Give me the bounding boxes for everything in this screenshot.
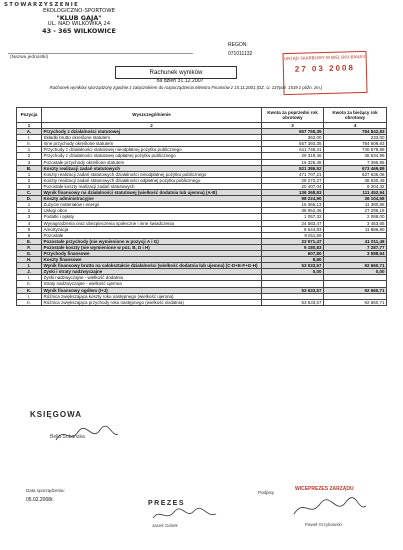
- president-signature: [150, 506, 220, 524]
- row-current-amount: 627 635,08: [324, 171, 387, 177]
- row-current-amount: 233,00: [324, 135, 387, 141]
- row-description: Koszty realizacji zadań statutowych: [42, 165, 262, 171]
- row-previous-amount: 607,80: [262, 250, 324, 256]
- row-previous-amount: 521 386,52: [262, 165, 324, 171]
- row-previous-amount: 362,00: [262, 135, 324, 141]
- row-description: Pozostałe: [42, 232, 262, 238]
- stamp-line: UL. NAD WILKÓWKĄ 24: [47, 21, 111, 28]
- row-description: Koszty finansowe: [42, 257, 262, 263]
- row-description: Inne przychody określone statutem: [42, 141, 262, 147]
- row-description: Koszty realizacji zadań statutowych działalności nieodpłatnej pożytku publicznego: [42, 171, 262, 177]
- row-previous-amount: 53 533,57: [262, 287, 324, 293]
- row-current-amount: 9 304,32: [324, 183, 387, 189]
- row-description: Wynik finansowy ogółem (I+J): [42, 287, 262, 293]
- organization-stamp: [4, 2, 154, 34]
- row-current-amount: 0,00: [324, 269, 387, 275]
- row-description: Zyski nadzwyczajne - wielkość dodatnia: [42, 275, 262, 281]
- row-previous-amount: 53 533,57: [262, 299, 324, 305]
- row-position: H.: [17, 257, 42, 263]
- row-position: 5: [17, 226, 42, 232]
- row-previous-amount: 8,80: [262, 257, 324, 263]
- vice-president-signature: [290, 496, 370, 520]
- row-description: Wynik finansowy na działalności statutowej (wielkość dodatnia lub ujemna) (A-B): [42, 190, 262, 196]
- row-position: B.: [17, 165, 42, 171]
- row-current-amount: 7 395,96: [324, 159, 387, 165]
- row-position: 3: [17, 214, 42, 220]
- col-number: 4: [324, 123, 387, 129]
- row-description: Pozostałe koszty (nie wymienione w poz. B, D i H): [42, 244, 262, 250]
- row-description: Amortyzacja: [42, 226, 262, 232]
- row-previous-amount: 29 272,27: [262, 177, 324, 183]
- row-previous-amount: 24 583,47: [262, 220, 324, 226]
- row-previous-amount: 471 707,21: [262, 171, 324, 177]
- col-header-description: Wyszczególnienie: [42, 108, 262, 123]
- row-previous-amount: 23 971,47: [262, 238, 324, 244]
- row-position: K.: [17, 287, 42, 293]
- row-position: C.: [17, 190, 42, 196]
- row-current-amount: 740 678,88: [324, 147, 387, 153]
- unit-name-field: [8, 42, 193, 54]
- row-position: I.: [17, 275, 42, 281]
- row-previous-amount: 38 952,46: [262, 208, 324, 214]
- row-current-amount: 3 588,64: [324, 250, 387, 256]
- signatures-label: Podpisy: [258, 490, 275, 495]
- row-current-amount: 92 660,71: [324, 299, 387, 305]
- row-position: 4: [17, 220, 42, 226]
- row-description: Straty nadzwyczajne - wielkość ujemna: [42, 281, 262, 287]
- row-position: 3: [17, 183, 42, 189]
- row-current-amount: 36 534,99: [324, 153, 387, 159]
- row-current-amount: 11 886,90: [324, 226, 387, 232]
- row-previous-amount: 29 319,46: [262, 153, 324, 159]
- vice-president-name: Paweł Grzybowski: [305, 522, 342, 527]
- row-position: I.: [17, 135, 42, 141]
- accountant-name: Bella Sobańska: [50, 434, 85, 440]
- row-position: 2: [17, 153, 42, 159]
- row-description: Pozostałe koszty realizacji zadań statutowych: [42, 183, 262, 189]
- row-position: II.: [17, 299, 42, 305]
- row-current-amount: 36 530,49: [324, 177, 387, 183]
- received-stamp-office: URZĄD SKARBOWY W BIELSKU-BIAŁEJ: [283, 53, 366, 62]
- row-position: 1: [17, 147, 42, 153]
- row-position: I.: [17, 263, 42, 269]
- row-current-amount: 3 453,65: [324, 220, 387, 226]
- stamp-line: EKOLOGICZNO-SPORTOWE: [42, 8, 116, 15]
- row-description: Różnica zwiększająca przychody roku następnego (wielkość dodatnia): [42, 299, 262, 305]
- accountant-stamp: KSIĘGOWA: [30, 410, 83, 419]
- row-previous-amount: 0,00: [262, 269, 324, 275]
- row-previous-amount: 136 368,83: [262, 190, 324, 196]
- row-description: Usługi obce: [42, 208, 262, 214]
- row-previous-amount: 16 365,13: [262, 202, 324, 208]
- row-description: Przychody finansowe: [42, 250, 262, 256]
- document-title: Rachunek wyników: [115, 66, 237, 79]
- col-header-position: Pozycja: [17, 108, 42, 123]
- row-position: J.: [17, 269, 42, 275]
- row-description: Przychody z działalności statutowej nieodpłatnej pożytku publicznego: [42, 147, 262, 153]
- row-description: Różnica zwiększająca koszty roku następnego (wielkość ujemna): [42, 293, 262, 299]
- vice-president-stamp: WICEPREZES ZARZĄDU: [295, 486, 354, 492]
- row-previous-amount: 9 180,83: [262, 244, 324, 250]
- row-current-amount: 784 842,83: [324, 129, 387, 135]
- row-current-amount: 111 452,94: [324, 190, 387, 196]
- document-note: Rachunek wyników sporządzony zgodnie z załącznikiem do rozporządzenia Ministra Finansów z 15.11.2001 (DZ. U. 137poz. 1539 z późn. zm.): [49, 85, 323, 90]
- row-position: A.: [17, 129, 42, 135]
- row-current-amount: 41 011,48: [324, 238, 387, 244]
- row-position: D.: [17, 196, 42, 202]
- row-position: 1: [17, 202, 42, 208]
- row-current-amount: 7 287,77: [324, 244, 387, 250]
- stamp-line: 43 - 365 WILKOWICE: [42, 26, 116, 35]
- row-current-amount: 36 104,58: [324, 196, 387, 202]
- row-previous-amount: 657 755,35: [262, 129, 324, 135]
- row-description: Pozostałe przychody określone statutem: [42, 159, 262, 165]
- row-description: Przychody z działalności statutowej odpłatnej pożytku publicznego: [42, 153, 262, 159]
- row-position: II.: [17, 141, 42, 147]
- row-previous-amount: 53 533,57: [262, 263, 324, 269]
- row-current-amount: 2 088,00: [324, 214, 387, 220]
- row-description: Podatki i opłaty: [42, 214, 262, 220]
- row-previous-amount: 1 057,32: [262, 214, 324, 220]
- row-previous-amount: 98 224,90: [262, 196, 324, 202]
- prepared-date-label: Data sporządzenia:: [26, 488, 65, 493]
- row-current-amount: 11 380,85: [324, 202, 387, 208]
- accountant-signature: [52, 424, 122, 446]
- stamp-line: "KLUB GAJA": [56, 13, 102, 22]
- row-position: 1: [17, 171, 42, 177]
- president-stamp: PREZES: [148, 500, 186, 507]
- col-number: 1: [17, 123, 42, 129]
- row-description: Koszty administracyjne: [42, 196, 262, 202]
- received-stamp-date: 27 03 2008: [294, 63, 356, 74]
- table-body: [17, 129, 387, 306]
- row-previous-amount: 657 393,35: [262, 141, 324, 147]
- row-position: 6: [17, 232, 42, 238]
- table-row: [17, 299, 387, 305]
- prepared-date-value: 05.02.2008r.: [26, 497, 54, 503]
- row-description: Przychody z działalności statutowej: [42, 129, 262, 135]
- row-description: Koszty realizacji zadań statutowych działalności odpłatnej pożytku publicznego: [42, 177, 262, 183]
- col-header-current-year: Kwota za bieżący rok obrotowy: [324, 108, 387, 123]
- regon-value: 071011132: [228, 51, 253, 57]
- row-previous-amount: 20 407,04: [262, 183, 324, 189]
- results-table: [16, 107, 387, 306]
- row-current-amount: 784 609,83: [324, 141, 387, 147]
- row-position: 2: [17, 177, 42, 183]
- document-date: na dzień 31.12.2007: [156, 78, 204, 84]
- row-previous-amount: 16 325,48: [262, 159, 324, 165]
- row-description: Zyski i straty nadzwyczajne: [42, 269, 262, 275]
- unit-name-label: (Nazwa jednostki): [10, 55, 49, 60]
- col-header-previous-year: Kwota za poprzedni rok obrotowy: [262, 108, 324, 123]
- row-description: Wynagrodzenia oraz ubezpieczenia społeczne i inne świadczenia: [42, 220, 262, 226]
- col-number: 2: [42, 123, 262, 129]
- row-current-amount: 673 469,89: [324, 165, 387, 171]
- row-position: II.: [17, 281, 42, 287]
- row-previous-amount: 611 748,41: [262, 147, 324, 153]
- row-position: G.: [17, 250, 42, 256]
- row-position: 2: [17, 208, 42, 214]
- row-position: F.: [17, 244, 42, 250]
- president-name: Jacek Sobek: [152, 523, 178, 528]
- row-previous-amount: 8 811,69: [262, 232, 324, 238]
- row-description: Pozostałe przychody (nie wymienione w pozycji A i G): [42, 238, 262, 244]
- row-description: Wynik finansowy brutto na całokształcie działalności (wielkość dodatnia lub ujemna) (C-D+E-F+G-H): [42, 263, 262, 269]
- col-number: 3: [262, 123, 324, 129]
- row-description: Składki brutto określone statutem: [42, 135, 262, 141]
- row-position: I.: [17, 293, 42, 299]
- row-previous-amount: 8 544,83: [262, 226, 324, 232]
- row-position: E.: [17, 238, 42, 244]
- stamp-line: STOWARZYSZENIE: [4, 2, 80, 8]
- row-position: 3: [17, 159, 42, 165]
- regon-label: REGON:: [228, 42, 248, 48]
- row-description: Zużycie materiałów i energii: [42, 202, 262, 208]
- row-current-amount: 27 296,18: [324, 208, 387, 214]
- row-current-amount: 92 660,71: [324, 263, 387, 269]
- row-current-amount: 92 660,71: [324, 287, 387, 293]
